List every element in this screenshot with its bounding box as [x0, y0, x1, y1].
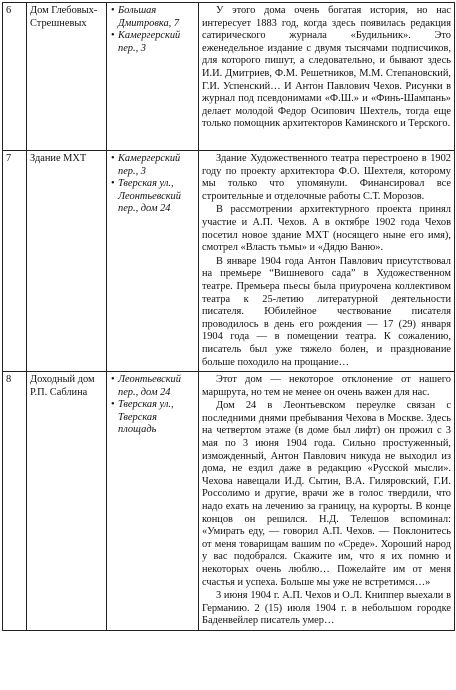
description-paragraph: В январе 1904 года Антон Павлович присутствовал на премьере “Вишневого сада” в Художественном театре. Премьера пьесы была приурочена коллективом театра к 25-летию литературной деятельности писателя. Юбилейное чествование писателя проводилось в день его рождения — 17 (29) января 1904 года — в помещении театра. К сожалению, писатель был уже тяжело болен, и празднование больше походило на прощание… [202, 255, 451, 368]
address-list [107, 3, 199, 151]
address-item: • Тверская ул., Леонтьевский пер., дом 24 [110, 178, 195, 216]
description [199, 372, 455, 631]
object-name: Доходный дом Р.П. Саблина [27, 372, 107, 631]
address-item: • Камергерский пер., 3 [110, 153, 195, 178]
row-number: 8 [3, 372, 27, 631]
address-list [107, 372, 199, 631]
description-paragraph: У этого дома очень богатая история, но нас интересует 1883 год, когда здесь появилась редакция сатирического журнала «Будильник». Это еженедельное издание с двумя тысячами подписчиков, для которого пишут, а следовательно, и бывают здесь И.И. Дмитриев, Ф.М. Решетников, М.М. Степановский, Г.И. Успенский… И Антон Павлович Чехов. Рисунки в журнал под псевдонимами «Ф.Ш.» и «Финь-Шампань» делает молодой Федор Осипович Шехтель, тогда еще только помощник архитекторов Каминского и Терского. [202, 5, 451, 130]
table-row [3, 3, 455, 151]
table-row [3, 151, 455, 372]
address-item: • Леонтьевский пер., дом 24 [110, 374, 195, 399]
description-paragraph: Этот дом — некоторое отклонение от нашего маршрута, но тем не менее он очень важен для нас. [202, 374, 451, 398]
route-table [2, 2, 455, 631]
address-item: • Камергерский пер., 3 [110, 30, 195, 55]
description-paragraph: 3 июня 1904 г. А.П. Чехов и О.Л. Книппер выехали в Германию. 2 (15) июля 1904 г. в небольшом городке Баденвейлер писатель умер… [202, 590, 451, 627]
address-item: • Тверская ул., Тверская площадь [110, 399, 195, 437]
address-item: • Большая Дмитровка, 7 [110, 5, 195, 30]
row-number: 6 [3, 3, 27, 151]
description-paragraph: Здание Художественного театра перестроено в 1902 году по проекту архитектора Ф.О. Шехтеля, которому мы только что упомянули. Финансировал все строительные и отделочные работы С.Т. Морозов. [202, 153, 451, 202]
description-paragraph: Дом 24 в Леонтьевском переулке связан с последними днями пребывания Чехова в Москве. Здесь на четвертом этаже (в доме был лифт) он прожил с 3 мая по 3 июня 1904 года. Сильно простуженный, изможденный, Антон Павлович никуда не выходил из дома, не ездил даже в редакцию «Русской мысли». Чехова навещали И.Д. Сытин, В.А. Гиляровский, Г.И. Россолимо и другие, врачи же в голос твердили, что надо ехать на лечению за границу, на курорты. В конце концов он решился. Н.Д. Телешов вспоминал: «Умирать еду, — говорил А.П. Чехов. — Поклонитесь от меня товарищам вашим по «Среде». Хороший народ у вас подобрался. Скажите им, что я их помню и некоторых очень люблю… Пожелайте им от меня счастья и успеха. Больше мы уже не встретимся…» [202, 400, 451, 588]
object-name: Дом Глебовых-Стрешневых [27, 3, 107, 151]
object-name: Здание МХТ [27, 151, 107, 372]
description-paragraph: В рассмотрении архитектурного проекта принял участие и А.П. Чехов. А в октябре 1902 года Чехов посетил новое здание МХТ (носящего ныне его имя), смотрел «Власть тьмы» и «Дядю Ваню». [202, 204, 451, 254]
row-number: 7 [3, 151, 27, 372]
description [199, 3, 455, 151]
address-list [107, 151, 199, 372]
table-row [3, 372, 455, 631]
description [199, 151, 455, 372]
